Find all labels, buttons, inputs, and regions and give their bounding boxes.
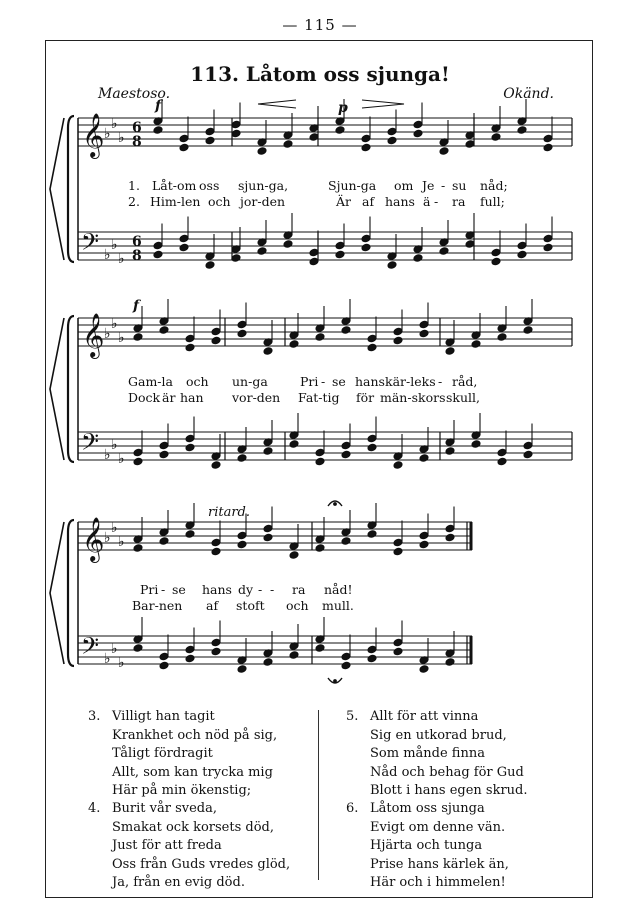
lyric-syllable: -: [441, 178, 446, 193]
note-head-icon: [491, 133, 501, 142]
fermata-dot: [334, 503, 337, 506]
stanza-number: 6.: [346, 801, 359, 816]
system-brace: [50, 522, 64, 664]
lyric-syllable: full;: [480, 194, 505, 209]
composer: Okänd.: [503, 86, 554, 102]
note-head-icon: [471, 440, 481, 449]
flat-icon: ♭: [104, 326, 111, 342]
lyric-syllable: -: [270, 582, 275, 597]
flat-icon: ♭: [118, 130, 125, 146]
note-head-icon: [497, 457, 507, 466]
note-head-icon: [419, 665, 429, 674]
stanza-number: 4.: [88, 801, 101, 816]
note-head-icon: [393, 461, 403, 470]
note-head-icon: [211, 547, 221, 556]
treble-clef-icon: 𝄞: [82, 113, 105, 157]
note-head-icon: [211, 336, 221, 345]
stanza-line: Prise hans kärlek än,: [370, 856, 509, 872]
note-head-icon: [205, 136, 215, 145]
tempo-marking: Maestoso.: [98, 86, 171, 102]
note-head-icon: [361, 143, 371, 152]
lyric-syllable: nåd!: [324, 582, 353, 597]
lyric-syllable: Fat-tig: [298, 390, 340, 405]
stanza-line: Oss från Guds vredes glöd,: [112, 856, 291, 872]
note-head-icon: [289, 651, 299, 660]
note-head-icon: [179, 143, 189, 152]
stanza-line: Villigt han tagit: [112, 709, 215, 724]
stanza-line: Allt, som kan trycka mig: [112, 764, 273, 780]
bass-clef-icon: 𝄢: [81, 428, 100, 461]
note-head-icon: [133, 333, 143, 342]
lyric-syllable: råd,: [452, 374, 478, 389]
stanza-line: Ja, från en evig död.: [112, 875, 245, 890]
note-head-icon: [341, 537, 351, 546]
note-head-icon: [179, 243, 189, 252]
lyric-syllable: -: [321, 374, 326, 389]
lyric-syllable: 2.: [128, 194, 140, 209]
note-head-icon: [159, 537, 169, 546]
stanza-line: Burit vår sveda,: [112, 801, 218, 816]
note-head-icon: [315, 644, 325, 653]
note-head-icon: [419, 454, 429, 463]
time-signature-bottom: 8: [132, 134, 142, 150]
note-head-icon: [153, 126, 163, 135]
lyric-syllable: ä: [423, 194, 431, 209]
lyric-syllable: ra: [452, 194, 466, 209]
system-bracket: [68, 116, 74, 262]
lyric-syllable: -: [161, 582, 166, 597]
lyric-syllable: nåd;: [480, 178, 508, 193]
system-bracket: [68, 316, 74, 462]
lyric-syllable: su: [452, 178, 467, 193]
flat-icon: ♭: [118, 330, 125, 346]
note-head-icon: [543, 243, 553, 252]
flat-icon: ♭: [111, 237, 118, 253]
note-head-icon: [315, 333, 325, 342]
note-head-icon: [237, 329, 247, 338]
stanza-line: Nåd och behag för Gud: [370, 764, 524, 780]
note-head-icon: [445, 658, 455, 667]
note-head-icon: [153, 250, 163, 259]
note-head-icon: [341, 326, 351, 335]
note-head-icon: [471, 340, 481, 349]
lyric-syllable: oss: [199, 178, 220, 193]
note-head-icon: [517, 250, 527, 259]
note-head-icon: [257, 147, 267, 156]
lyric-syllable: mull.: [322, 598, 354, 613]
dynamic-forte-1: f: [155, 98, 162, 114]
stanza-line: Hjärta och tunga: [370, 838, 483, 853]
note-head-icon: [283, 140, 293, 149]
lyric-syllable: Dock: [128, 390, 161, 405]
lyric-syllable: stoft: [236, 598, 265, 613]
lyric-syllable: hans: [355, 374, 385, 389]
flat-icon: ♭: [104, 447, 111, 463]
flat-icon: ♭: [118, 451, 125, 467]
note-head-icon: [159, 661, 169, 670]
note-head-icon: [185, 343, 195, 352]
time-signature-top: 6: [132, 120, 142, 136]
time-signature-bottom: 8: [132, 248, 142, 264]
lyric-syllable: män-skors: [380, 390, 446, 405]
note-head-icon: [439, 247, 449, 256]
note-head-icon: [211, 647, 221, 656]
lyric-syllable: ra: [292, 582, 306, 597]
stanza-number: 5.: [346, 709, 359, 724]
note-head-icon: [445, 347, 455, 356]
lyric-syllable: Gam-la: [128, 374, 173, 389]
note-head-icon: [289, 440, 299, 449]
stanza-line: Låtom oss sjunga: [370, 801, 485, 816]
lyric-syllable: och: [286, 598, 309, 613]
note-head-icon: [413, 254, 423, 263]
hymn-title: 113. Låtom oss sjunga!: [190, 62, 450, 86]
flat-icon: ♭: [104, 530, 111, 546]
diminuendo-hairpin: [258, 100, 296, 108]
note-head-icon: [263, 447, 273, 456]
time-signature-top: 6: [132, 234, 142, 250]
note-head-icon: [413, 129, 423, 138]
lyric-syllable: dy: [238, 582, 254, 597]
stanza-line: Evigt om denne vän.: [370, 819, 506, 835]
system-brace: [50, 318, 64, 460]
flat-icon: ♭: [111, 116, 118, 132]
page-number: — 115 —: [282, 16, 358, 34]
note-head-icon: [361, 243, 371, 252]
note-head-icon: [393, 336, 403, 345]
note-head-icon: [263, 658, 273, 667]
note-head-icon: [335, 126, 345, 135]
lyric-syllable: om: [394, 178, 414, 193]
lyric-syllable: Låt-om: [152, 178, 197, 193]
note-head-icon: [133, 644, 143, 653]
lyric-syllable: Pri: [300, 374, 319, 389]
lyric-syllable: se: [332, 374, 346, 389]
lyric-syllable: Pri: [140, 582, 159, 597]
note-head-icon: [387, 261, 397, 270]
note-head-icon: [185, 443, 195, 452]
bass-clef-icon: 𝄢: [81, 632, 100, 665]
stanza-line: Här och i himmelen!: [370, 875, 506, 890]
note-head-icon: [439, 147, 449, 156]
note-head-icon: [543, 143, 553, 152]
lyric-syllable: hans: [385, 194, 415, 209]
lyric-syllable: Je: [422, 178, 435, 193]
lyric-syllable: är: [162, 390, 176, 405]
stanza-line: Här på min ökenstig;: [112, 783, 252, 798]
note-head-icon: [289, 551, 299, 560]
system-brace: [50, 118, 64, 260]
lyric-syllable: kär-leks: [385, 374, 436, 389]
stanza-line: Krankhet och nöd på sig,: [112, 727, 278, 743]
lyric-syllable: hans: [202, 582, 232, 597]
lyric-syllable: se: [172, 582, 186, 597]
lyric-syllable: och: [186, 374, 209, 389]
lyric-syllable: Är: [336, 194, 352, 209]
lyric-syllable: skull,: [446, 390, 481, 405]
bass-clef-icon: 𝄢: [81, 228, 100, 261]
lyric-syllable: af: [362, 194, 375, 209]
lyric-syllable: 1.: [128, 178, 140, 193]
ritardando-marking: ritard.: [208, 505, 251, 520]
stanza-line: Tåligt fördragit: [112, 746, 213, 761]
note-head-icon: [205, 261, 215, 270]
note-head-icon: [523, 326, 533, 335]
note-head-icon: [387, 136, 397, 145]
flat-icon: ♭: [111, 641, 118, 657]
stanza-line: Blott i hans egen skrud.: [370, 783, 528, 798]
note-head-icon: [133, 544, 143, 553]
lyric-syllable: för: [356, 390, 375, 405]
note-head-icon: [237, 665, 247, 674]
flat-icon: ♭: [118, 251, 125, 267]
lyric-syllable: Him-len: [150, 194, 201, 209]
flat-icon: ♭: [118, 534, 125, 550]
lyric-syllable: af: [206, 598, 219, 613]
note-head-icon: [393, 647, 403, 656]
lyric-syllable: vor-den: [232, 390, 281, 405]
note-head-icon: [419, 540, 429, 549]
treble-clef-icon: 𝄞: [82, 517, 105, 561]
system-bracket: [68, 520, 74, 666]
note-head-icon: [445, 447, 455, 456]
note-head-icon: [419, 329, 429, 338]
note-head-icon: [263, 533, 273, 542]
lyric-syllable: -: [258, 582, 263, 597]
note-head-icon: [211, 461, 221, 470]
note-head-icon: [367, 654, 377, 663]
lyric-syllable: och: [208, 194, 231, 209]
note-head-icon: [315, 457, 325, 466]
flat-icon: ♭: [111, 520, 118, 536]
note-head-icon: [367, 443, 377, 452]
note-head-icon: [283, 240, 293, 249]
note-head-icon: [367, 530, 377, 539]
flat-icon: ♭: [118, 655, 125, 671]
note-head-icon: [491, 257, 501, 266]
lyric-syllable: jor-den: [240, 194, 286, 209]
flat-icon: ♭: [104, 651, 111, 667]
lyric-syllable: sjun-ga,: [238, 178, 289, 193]
lyric-syllable: -: [434, 194, 439, 209]
flat-icon: ♭: [104, 126, 111, 142]
note-head-icon: [497, 333, 507, 342]
note-head-icon: [257, 247, 267, 256]
dynamic-piano-1: p: [338, 100, 348, 116]
lyric-syllable: Bar-nen: [132, 598, 183, 613]
flat-icon: ♭: [111, 437, 118, 453]
note-head-icon: [185, 530, 195, 539]
note-head-icon: [289, 340, 299, 349]
note-head-icon: [523, 450, 533, 459]
note-head-icon: [341, 450, 351, 459]
flat-icon: ♭: [104, 247, 111, 263]
lyric-syllable: un-ga: [232, 374, 268, 389]
note-head-icon: [237, 540, 247, 549]
crescendo-hairpin: [362, 100, 404, 108]
note-head-icon: [159, 450, 169, 459]
stanza-line: Smakat ock korsets död,: [112, 819, 274, 835]
note-head-icon: [315, 544, 325, 553]
note-head-icon: [237, 454, 247, 463]
note-head-icon: [133, 457, 143, 466]
stanza-line: Just för att freda: [112, 838, 222, 853]
stanza-divider: [318, 710, 319, 880]
stanza-line: Allt för att vinna: [370, 709, 479, 724]
note-head-icon: [159, 326, 169, 335]
note-head-icon: [393, 547, 403, 556]
fermata-dot: [334, 680, 337, 683]
note-head-icon: [335, 250, 345, 259]
treble-clef-icon: 𝄞: [82, 313, 105, 357]
stanza-number: 3.: [88, 709, 101, 724]
note-head-icon: [445, 533, 455, 542]
flat-icon: ♭: [111, 316, 118, 332]
lyric-syllable: han: [180, 390, 204, 405]
note-head-icon: [341, 661, 351, 670]
note-head-icon: [263, 347, 273, 356]
stanza-line: Som månde finna: [370, 746, 485, 761]
lyric-syllable: -: [438, 374, 443, 389]
note-head-icon: [185, 654, 195, 663]
lyric-syllable: Sjun-ga: [328, 178, 377, 193]
dynamic-forte-2: f: [133, 298, 140, 314]
note-head-icon: [367, 343, 377, 352]
stanza-line: Sig en utkorad brud,: [370, 727, 507, 743]
note-head-icon: [517, 126, 527, 135]
